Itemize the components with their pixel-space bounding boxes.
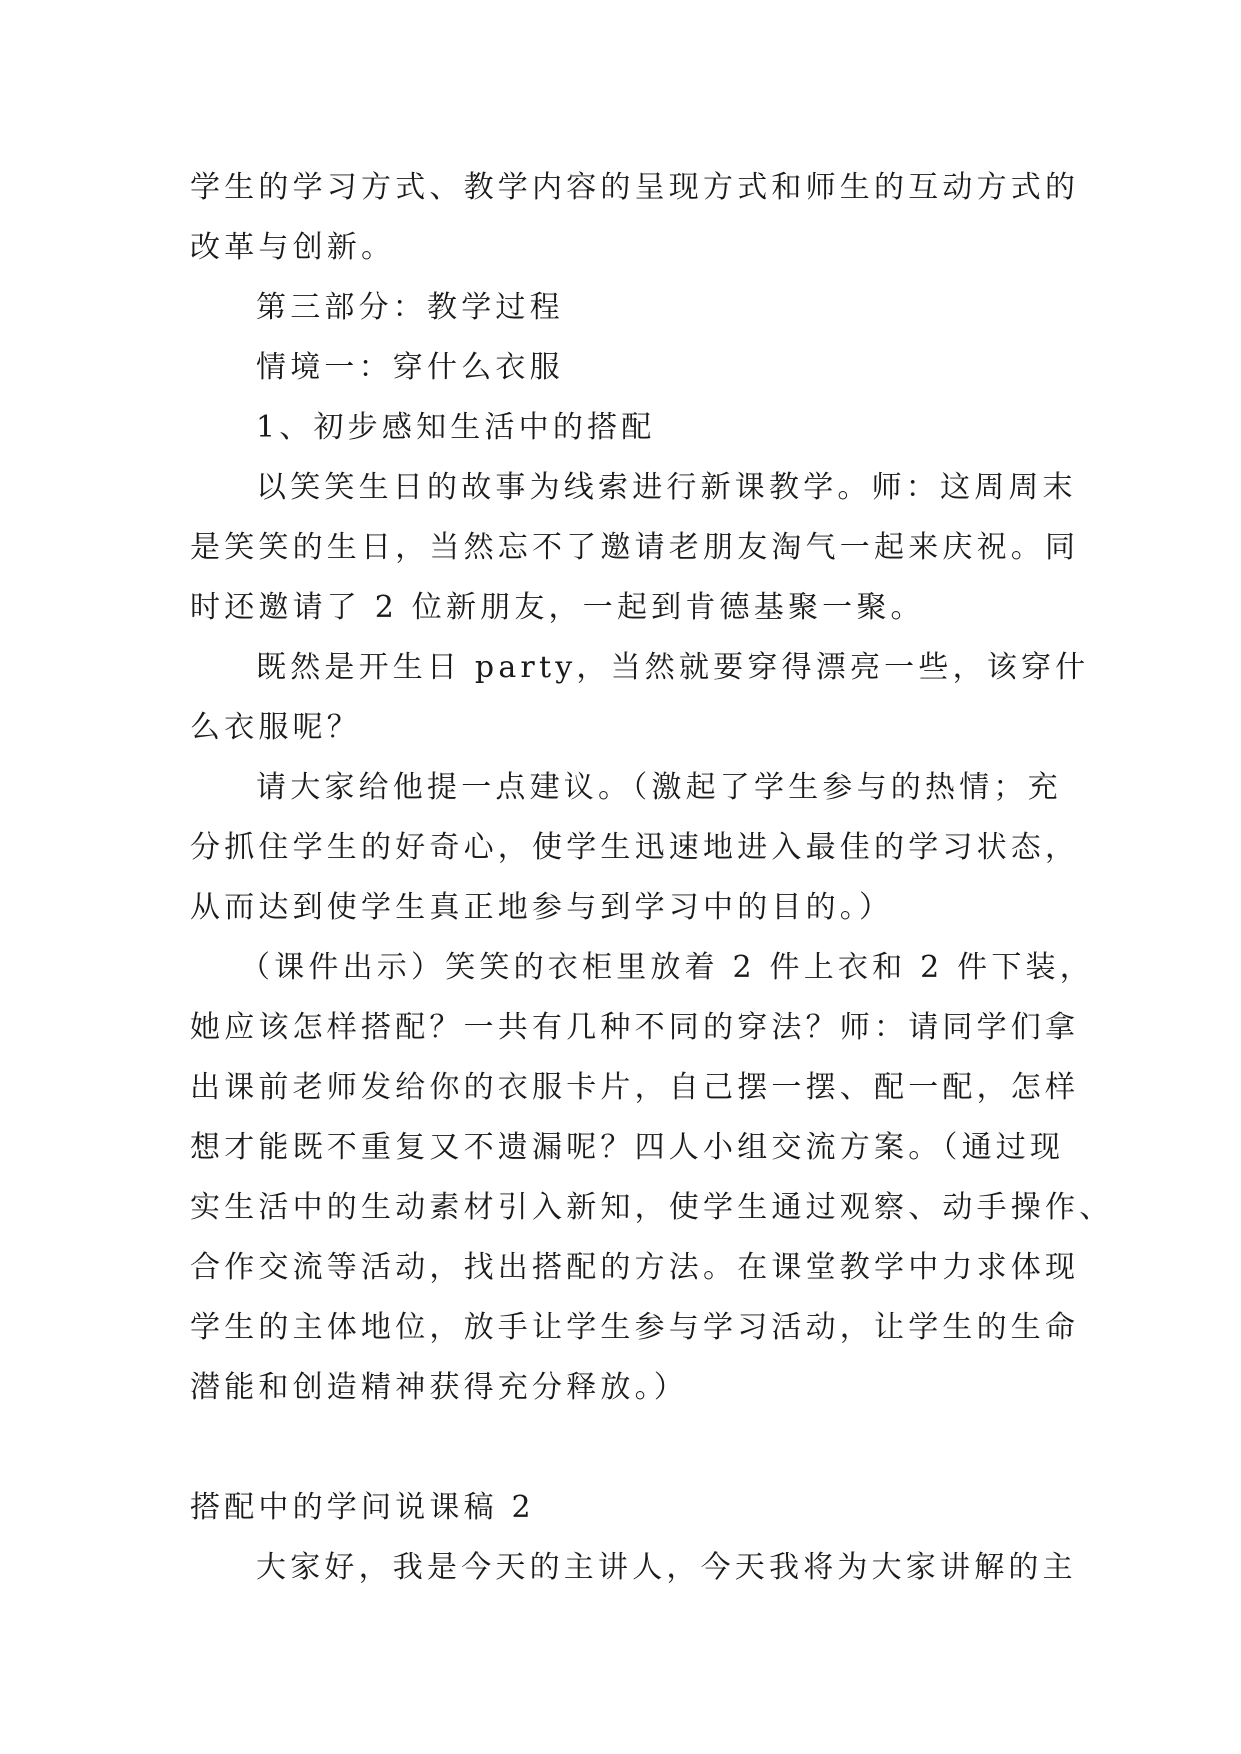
paragraph-line: 以笑笑生日的故事为线索进行新课教学。师：这周周末 bbox=[256, 470, 1077, 505]
document-title: 搭配中的学问说课稿 2 bbox=[190, 1490, 535, 1525]
paragraph-line: 是笑笑的生日，当然忘不了邀请老朋友淘气一起来庆祝。同 bbox=[190, 530, 1080, 565]
paragraph-line: 请大家给他提一点建议。（激起了学生参与的热情；充 bbox=[256, 770, 1062, 805]
section-gap bbox=[190, 1418, 1050, 1478]
paragraph-line: 学生的学习方式、教学内容的呈现方式和师生的互动方式的 bbox=[190, 170, 1080, 205]
document-body bbox=[190, 158, 1114, 1598]
paragraph-line: （课件出示）笑笑的衣柜里放着 2 件上衣和 2 件下装， bbox=[240, 950, 1094, 985]
paragraph-line: 分抓住学生的好奇心，使学生迅速地进入最佳的学习状态， bbox=[190, 830, 1080, 865]
step-heading: 1、初步感知生活中的搭配 bbox=[256, 410, 656, 445]
paragraph-line: 既然是开生日 party，当然就要穿得漂亮一些，该穿什 bbox=[256, 650, 1090, 685]
paragraph-line: 改革与创新。 bbox=[190, 230, 396, 265]
paragraph-line: 潜能和创造精神获得充分释放。） bbox=[190, 1370, 688, 1405]
paragraph-line: 想才能既不重复又不遗漏呢？四人小组交流方案。（通过现 bbox=[190, 1130, 1065, 1165]
paragraph-line: 出课前老师发给你的衣服卡片，自己摆一摆、配一配，怎样 bbox=[190, 1070, 1080, 1105]
paragraph-line: 实生活中的生动素材引入新知，使学生通过观察、动手操作、 bbox=[190, 1190, 1114, 1225]
paragraph-line: 时还邀请了 2 位新朋友，一起到肯德基聚一聚。 bbox=[190, 590, 925, 625]
paragraph-line: 学生的主体地位，放手让学生参与学习活动，让学生的生命 bbox=[190, 1310, 1080, 1345]
paragraph-line: 她应该怎样搭配？一共有几种不同的穿法？师：请同学们拿 bbox=[190, 1010, 1080, 1045]
section-heading: 第三部分：教学过程 bbox=[256, 290, 564, 325]
paragraph-line: 从而达到使学生真正地参与到学习中的目的。） bbox=[190, 890, 894, 925]
paragraph-line: 大家好，我是今天的主讲人，今天我将为大家讲解的主 bbox=[256, 1550, 1077, 1585]
paragraph-line: 合作交流等活动，找出搭配的方法。在课堂教学中力求体现 bbox=[190, 1250, 1080, 1285]
subsection-heading: 情境一：穿什么衣服 bbox=[256, 350, 564, 385]
paragraph-line: 么衣服呢？ bbox=[190, 710, 361, 745]
